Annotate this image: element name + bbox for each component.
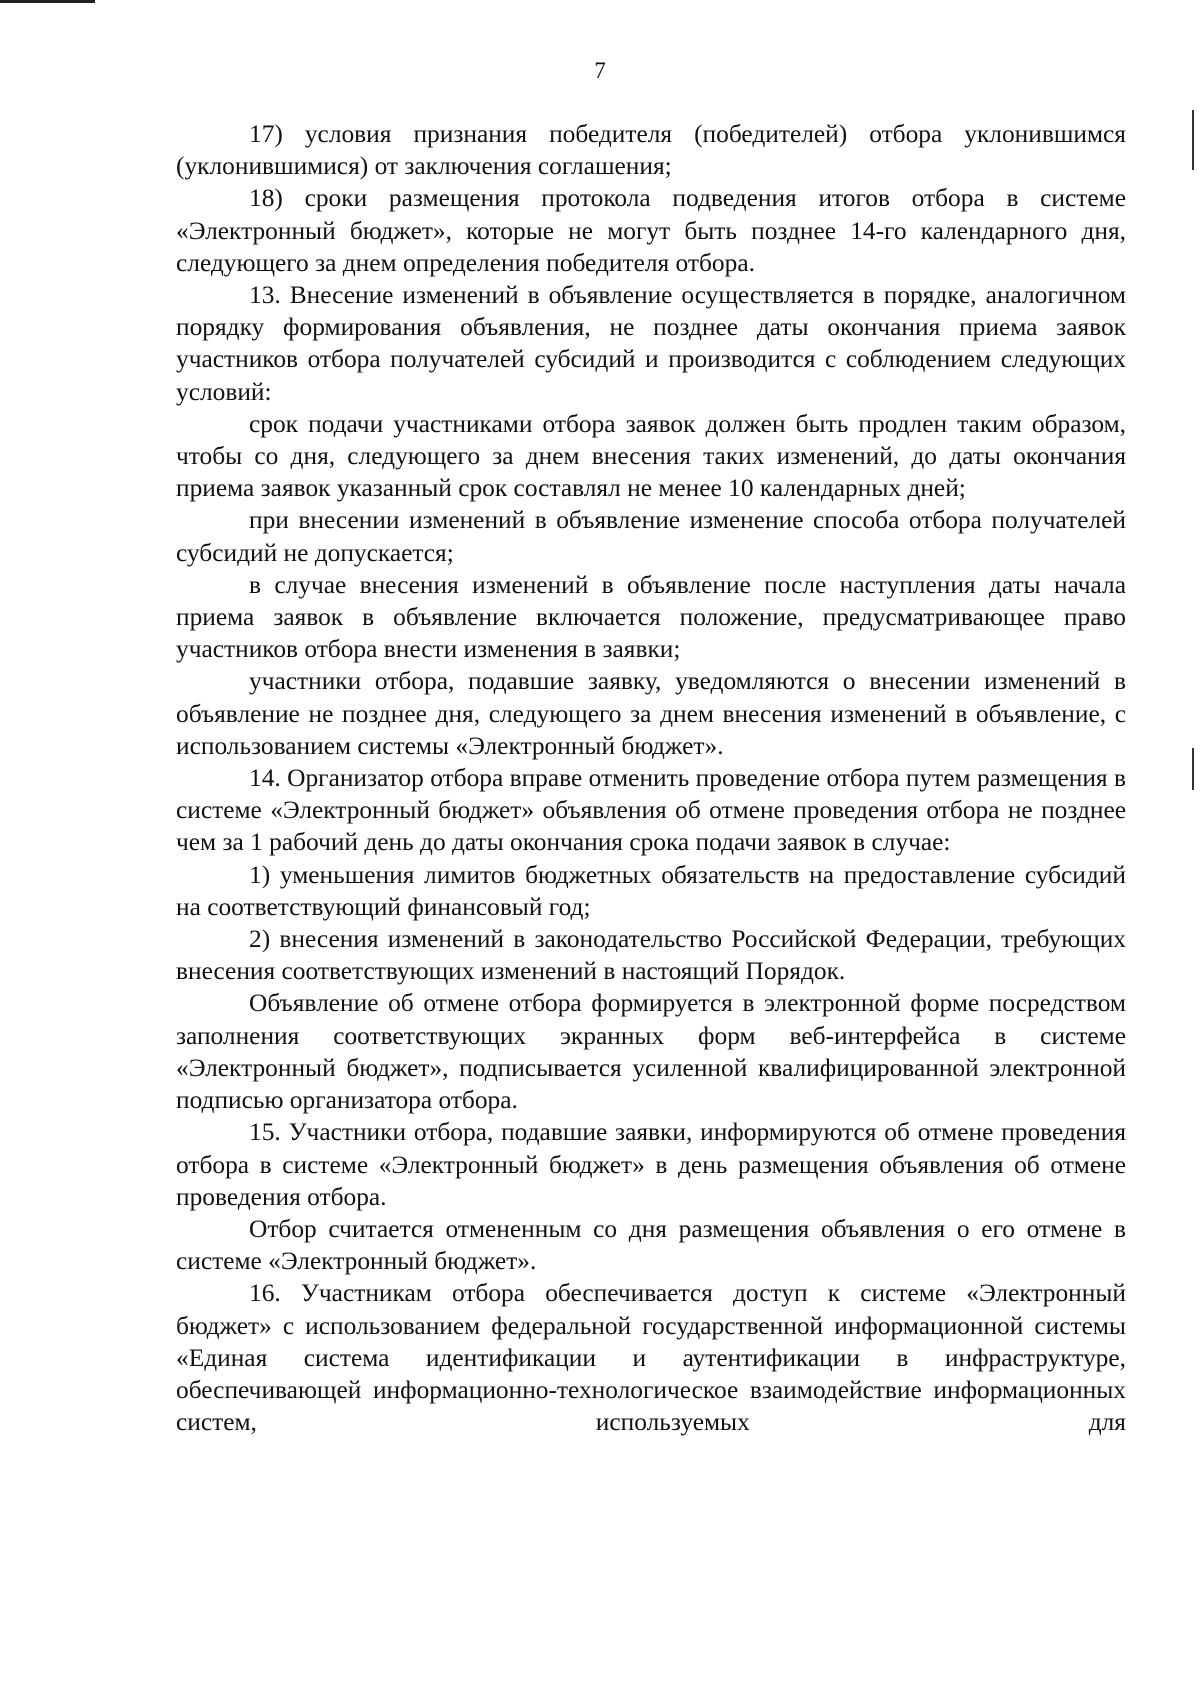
paragraph: срок подачи участниками отбора заявок должен быть продлен таким образом, чтобы со дня, следующего за днем внесения таких изменений, до даты окончания приема заявок указанный срок составлял не менее 10 календарных дней; xyxy=(176,409,1126,503)
paragraph: 16. Участникам отбора обеспечивается доступ к системе «Электронный бюджет» с использованием федеральной государственной информационной системы «Единая система идентификации и аутентификации в инфраструктуре, обеспечивающей информационно-технологическое взаимодействие информационных систем, используемых для xyxy=(176,1279,1126,1437)
scan-edge-mark xyxy=(0,0,95,3)
paragraph: 1) уменьшения лимитов бюджетных обязательств на предоставление субсидий на соответствующий финансовый год; xyxy=(176,860,1126,921)
paragraph: 14. Организатор отбора вправе отменить проведение отбора путем размещения в системе «Электронный бюджет» объявления об отмене проведения отбора не позднее чем за 1 рабочий день до даты окончания срока подачи заявок в случае: xyxy=(176,764,1126,857)
paragraph: участники отбора, подавшие заявку, уведомляются о внесении изменений в объявление не позднее дня, следующего за днем внесения изменений в объявление, с использованием системы «Электронный бюджет». xyxy=(176,667,1126,760)
paragraph: Отбор считается отмененным со дня размещения объявления о его отмене в системе «Электронный бюджет». xyxy=(176,1214,1126,1276)
paragraph: 13. Внесение изменений в объявление осуществляется в порядке, аналогичном порядку формирования объявления, не позднее даты окончания приема заявок участников отбора получателей субсидий и производится с соблюдением следующих условий: xyxy=(176,281,1126,406)
page-number: 7 xyxy=(594,58,606,83)
paragraph: 2) внесения изменений в законодательство Российской Федерации, требующих внесения соответствующих изменений в настоящий Порядок. xyxy=(176,925,1126,986)
paragraph: Объявление об отмене отбора формируется в электронной форме посредством заполнения соответствующих экранных форм веб-интерфейса в системе «Электронный бюджет», подписывается усиленной квалифицированной электронной подписью организатора отбора. xyxy=(176,989,1126,1115)
document-body xyxy=(176,118,1126,1438)
paragraph: 18) сроки размещения протокола подведения итогов отбора в системе «Электронный бюджет», которые не могут быть позднее 14-го календарного дня, следующего за днем определения победителя отбора. xyxy=(176,184,1126,277)
paragraph: 15. Участники отбора, подавшие заявки, информируются об отмене проведения отбора в системе «Электронный бюджет» в день размещения объявления об отмене проведения отбора. xyxy=(176,1118,1126,1211)
scan-edge-mark xyxy=(1192,748,1194,790)
paragraph: в случае внесения изменений в объявление после наступления даты начала приема заявок в объявление включается положение, предусматривающее право участников отбора внести изменения в заявки; xyxy=(176,570,1126,664)
paragraph: при внесении изменений в объявление изменение способа отбора получателей субсидий не допускается; xyxy=(176,506,1126,567)
scan-edge-mark xyxy=(1192,110,1194,170)
paragraph: 17) условия признания победителя (победителей) отбора уклонившимся (уклонившимися) от заключения соглашения; xyxy=(176,120,1126,181)
